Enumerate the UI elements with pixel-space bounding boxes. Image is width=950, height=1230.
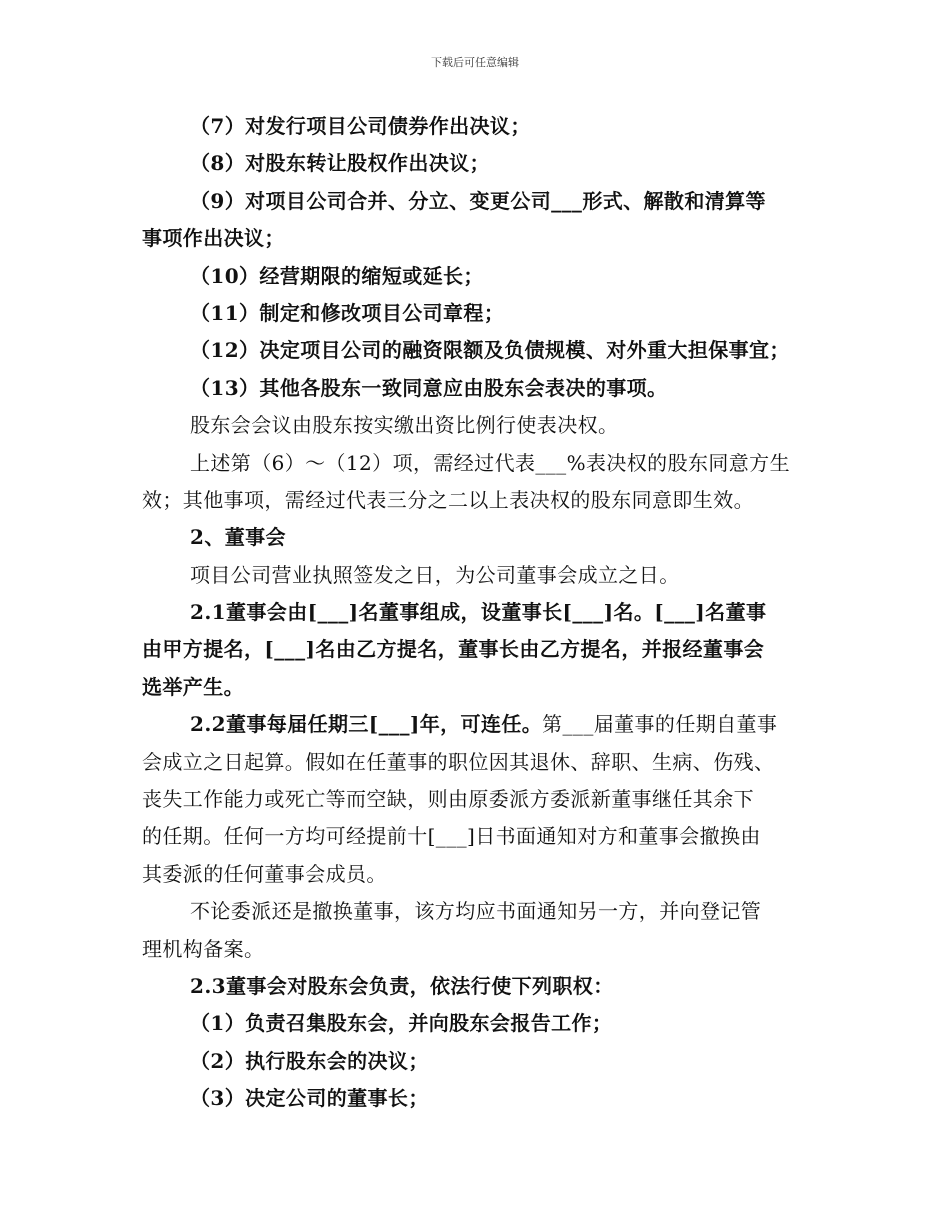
clause-12: （12）决定项目公司的融资限额及负债规模、对外重大担保事宜； bbox=[190, 338, 790, 363]
clause-7: （7）对发行项目公司债券作出决议； bbox=[190, 114, 531, 138]
clause-2-2-line3: 丧失工作能力或死亡等而空缺，则由原委派方委派新董事继任其余下 bbox=[142, 787, 754, 812]
clause-2-1-line1: 2.1董事会由[___]名董事组成，设董事长[___]名。[___]名董事 bbox=[190, 600, 767, 625]
clause-13: （13）其他各股东一致同意应由股东会表决的事项。 bbox=[190, 375, 668, 400]
clause-10: （10）经营期限的缩短或延长； bbox=[190, 263, 484, 288]
voting-paragraph: 股东会会议由股东按实缴出资比例行使表决权。 bbox=[190, 413, 619, 438]
clause-9-line2: 事项作出决议； bbox=[142, 226, 285, 251]
clause-2-2-line2: 会成立之日起算。假如在任董事的职位因其退休、辞职、生病、伤残、 bbox=[142, 749, 775, 774]
clause-2-2-plain-part: 第___届董事的任期自董事 bbox=[542, 712, 778, 737]
board-establishment-paragraph: 项目公司营业执照签发之日，为公司董事会成立之日。 bbox=[190, 562, 680, 587]
board-duty-1: （1）负责召集股东会，并向股东会报告工作； bbox=[190, 1011, 613, 1036]
clause-2-2-line5: 其委派的任何董事会成员。 bbox=[142, 861, 387, 886]
clause-2-1-line2: 由甲方提名，[___]名由乙方提名，董事长由乙方提名，并报经董事会 bbox=[142, 637, 765, 662]
approval-paragraph-line2: 效；其他事项，需经过代表三分之二以上表决权的股东同意即生效。 bbox=[142, 487, 754, 512]
clause-2-1-line3: 选举产生。 bbox=[142, 674, 244, 699]
approval-paragraph-line1: 上述第（6）～（12）项，需经过代表___%表决权的股东同意方生 bbox=[190, 450, 790, 475]
document-body bbox=[142, 108, 832, 1118]
section-heading-board: 2、董事会 bbox=[190, 525, 286, 550]
clause-9-line1: （9）对项目公司合并、分立、变更公司___形式、解散和清算等 bbox=[190, 188, 766, 213]
page-header: 下载后可任意编辑 bbox=[431, 56, 519, 69]
clause-2-2-bold-part: 2.2董事每届任期三[___]年，可连任。 bbox=[190, 712, 543, 737]
clause-2-2-line1 bbox=[142, 706, 832, 743]
clause-2-2-line4: 的任期。任何一方均可经提前十[___]日书面通知对方和董事会撤换由 bbox=[142, 824, 761, 849]
board-duty-2: （2）执行股东会的决议； bbox=[190, 1048, 429, 1073]
clause-11: （11）制定和修改项目公司章程； bbox=[190, 300, 505, 325]
appointment-notice-line1: 不论委派还是撤换董事，该方均应书面通知另一方，并向登记管 bbox=[190, 899, 762, 924]
clause-2-3: 2.3董事会对股东会负责，依法行使下列职权： bbox=[190, 973, 614, 998]
clause-8: （8）对股东转让股权作出决议； bbox=[190, 151, 490, 176]
appointment-notice-line2: 理机构备案。 bbox=[142, 936, 265, 961]
board-duty-3: （3）决定公司的董事长； bbox=[190, 1086, 429, 1111]
